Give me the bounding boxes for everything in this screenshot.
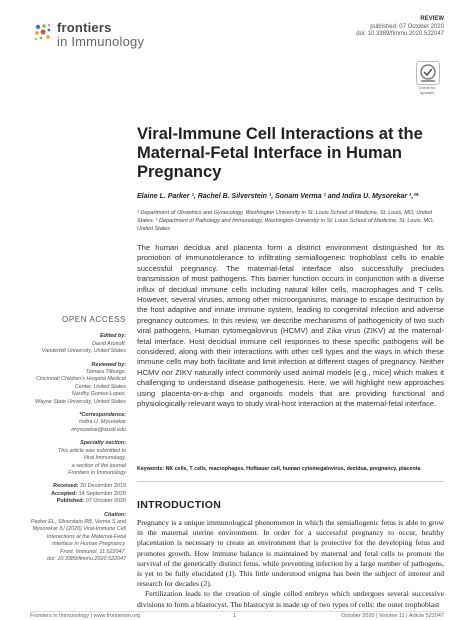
citation-line: Front. Immunol. 11:522047. bbox=[60, 548, 126, 555]
abstract: The human decidua and placenta form a distinct environment distinguished for its promotion of immunotolerance to infiltrating semiallogeneic trophoblast cells to enable successful pregnancy. The maternal-fetal interface also successfully precludes transmission of most pathogens. This barrier function occurs in conjunction with a diverse influx of decidual immune cells including natural killer cells, macrophages and T cells. However, several viruses, among other microorganisms, manage to escape destruction by the host adaptive and innate immune system, leading to congenital infection and adverse pregnancy outcomes. In this review, we describe mechanisms of pathogenicity of two such viral pathogens, Human cytomegalovirus (HCMV) and Zika virus (ZIKV) at the maternal-fetal interface. Host decidual immune cell responses to these specific pathogens will be considered, along with their interactions with other cell types and the ways in which these immune cells may both facilitate and limit infection at different stages of pregnancy. Neither HCMV nor ZIKV naturally infect commonly used animal models [e.g., mice] which makes it challenging to understand disease pathogenesis. Here, we will highlight new approaches using placenta-on-a-chip and organoids models that are providing functional and physiologically relevant ways to study viral-host interaction at the maternal-fetal interface. bbox=[137, 243, 444, 409]
paragraph: Fertilization leads to the creation of single celled embryo which undergoes several successive divisions to form a blastocyst. The blastocyst is made up of two types of cells: the outer trophoblast bbox=[137, 589, 444, 609]
accepted-label: Accepted: bbox=[51, 490, 78, 497]
dates-block bbox=[20, 483, 126, 505]
reviewer-name: Tamara Tilburgs, bbox=[85, 369, 126, 376]
article-sidebar bbox=[20, 316, 126, 569]
author-list: Elaine L. Parker ¹, Rachel B. Silverstein ¹, Sonam Verma ¹ and Indira U. Mysorekar ¹,²* bbox=[137, 193, 419, 200]
divider bbox=[137, 481, 444, 482]
citation-line: Interactions at the Maternal-Fetal bbox=[46, 533, 126, 540]
citation-line: Mysorekar IU (2020) Viral-Immune Cell bbox=[32, 526, 126, 533]
editor-name: David Aronoff, bbox=[92, 340, 126, 347]
footer-journal[interactable]: Frontiers in Immunology | www.frontiersin.org bbox=[30, 613, 141, 619]
specialty-label: Specialty section: bbox=[80, 440, 126, 447]
open-access-label: OPEN ACCESS bbox=[62, 315, 126, 324]
received-label: Received: bbox=[53, 483, 79, 490]
specialty-line: This article was submitted to bbox=[57, 447, 126, 454]
correspondent-name: Indira U. Mysorekar bbox=[78, 419, 126, 426]
crossmark-icon[interactable] bbox=[416, 61, 440, 85]
logo-line-2: in Immunology bbox=[57, 34, 145, 49]
received-date: 20 December 2019 bbox=[80, 483, 126, 490]
reviewer-name: Nardhy Gomez-Lopez, bbox=[71, 391, 126, 398]
published-date: published: 07 October 2020 bbox=[370, 23, 444, 30]
accepted-date: 14 September 2020 bbox=[78, 490, 126, 497]
specialty-line: Viral Immunology, bbox=[83, 455, 126, 462]
page-number: 1 bbox=[233, 613, 237, 619]
reviewed-by-block bbox=[20, 362, 126, 406]
affiliations: ¹ Department of Obstetrics and Gynecology, Washington University in St. Louis School of Medicine, St. Louis, MO, United States, ² Department of Pathology and Immunology, Washington University in St. Louis School of Medicine, St. Louis, MO, United States bbox=[137, 210, 434, 232]
reviewer-affiliation: Cincinnati Children's Hospital Medical bbox=[35, 376, 126, 383]
specialty-block bbox=[20, 440, 126, 477]
keywords bbox=[137, 466, 447, 472]
journal-logo-text bbox=[57, 21, 144, 49]
reviewed-by-label: Reviewed by: bbox=[91, 361, 126, 368]
reviewer-affiliation: Center, United States bbox=[74, 383, 126, 390]
published-label: Published: bbox=[56, 498, 85, 505]
correspondence-label: *Correspondence: bbox=[79, 412, 126, 419]
published-date: 07 October 2020 bbox=[85, 498, 126, 505]
specialty-line: a section of the journal bbox=[71, 462, 126, 469]
keywords-text: NK cells, T cells, macrophages, Hofbauer cell, human cytomegalovirus, decidua, pregnancy, placenta bbox=[165, 466, 421, 472]
frontiers-logo-icon bbox=[33, 22, 53, 42]
introduction-heading: INTRODUCTION bbox=[137, 499, 222, 511]
reviewer-affiliation: Wayne State University, United States bbox=[35, 398, 126, 405]
correspondence-block bbox=[20, 412, 126, 434]
article-title: Viral-Immune Cell Interactions at the Maternal-Fetal Interface in Human Pregnancy bbox=[137, 125, 423, 181]
logo-line-1: frontiers bbox=[57, 20, 112, 35]
keywords-label: Keywords: bbox=[137, 466, 165, 472]
footer-issue-info: October 2020 | Volume 11 | Article 522047 bbox=[341, 613, 444, 619]
correspondent-email[interactable]: imysorekar@wustl.edu bbox=[71, 426, 126, 433]
citation-line: doi: 10.3389/fimmu.2020.522047 bbox=[47, 555, 126, 562]
introduction-body bbox=[137, 518, 444, 610]
citation-line: Interface in Human Pregnancy. bbox=[52, 541, 126, 548]
citation-block bbox=[20, 512, 126, 564]
paragraph: Pregnancy is a unique immunological phenomenon in which the semiallogenic fetus is able to grow in the maternal uterine environment. In order for a successful pregnancy to occur, healthy placentation is necessary to create an environment that is protective for the developing fetus and promotes growth. How immune balance is maintained by maternal and fetal cells to promote the survival of the genetically distinct fetus, while preventing infection by a large number of pathogens, is yet to be fully elucidated (1). This little understood enigma has been the subject of interest and research for decades (2). bbox=[137, 518, 444, 589]
editor-affiliation: Vanderbilt University, United States bbox=[41, 348, 126, 355]
crossmark-label: Check for updates bbox=[418, 85, 436, 95]
edited-by-block bbox=[20, 333, 126, 355]
article-type: REVIEW bbox=[420, 16, 444, 22]
article-meta bbox=[356, 16, 444, 39]
doi-link[interactable]: doi: 10.3389/fimmu.2020.522047 bbox=[356, 31, 444, 37]
citation-label: Citation: bbox=[104, 511, 126, 518]
citation-line: Parker EL, Silverstein RB, Verma S and bbox=[30, 518, 126, 525]
footer-divider bbox=[30, 611, 444, 612]
specialty-line: Frontiers in Immunology bbox=[68, 469, 126, 476]
edited-by-label: Edited by: bbox=[99, 333, 126, 340]
